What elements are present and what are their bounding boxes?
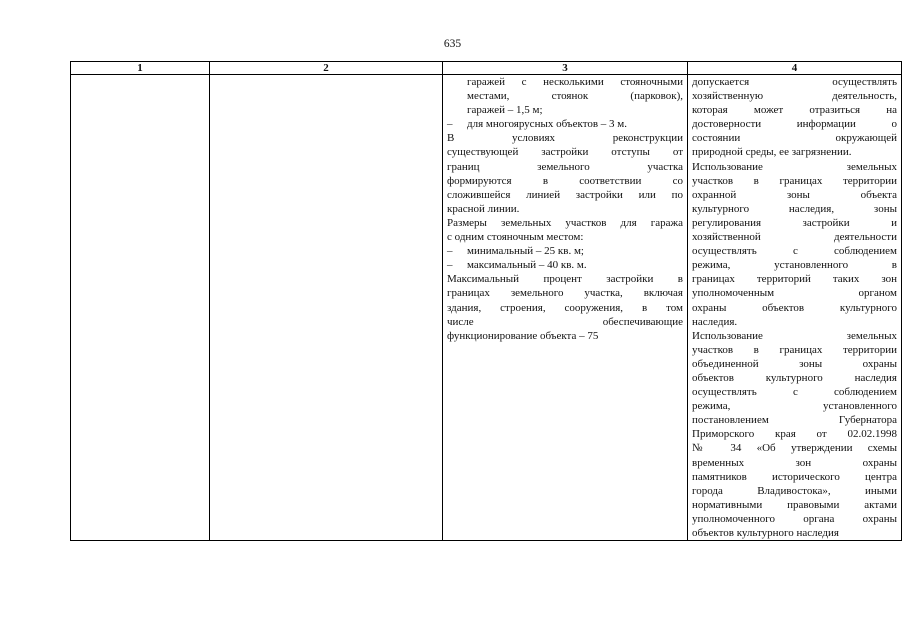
header-row — [71, 62, 902, 75]
header-col-3: 3 — [443, 62, 688, 75]
bullet-item — [447, 244, 683, 258]
bullet-item — [447, 258, 683, 272]
regulation-table — [70, 61, 902, 541]
text-line: Использование земельных — [692, 329, 897, 342]
text-line: Размеры земельных участков для гаража — [447, 216, 683, 229]
protection-zone-paragraph — [692, 160, 897, 329]
plot-size-paragraph — [447, 216, 683, 244]
text-line: хозяйственной деятельности — [692, 231, 897, 244]
text-line: города Владивостока», иными — [692, 484, 897, 497]
text-line: уполномоченным органом — [692, 287, 897, 300]
header-col-2: 2 — [210, 62, 443, 75]
text-line: режима, установленного в — [692, 259, 897, 272]
text-line: объектов культурного наследия — [692, 371, 897, 384]
cell-col-1 — [71, 75, 210, 541]
text-line: регулирования застройки и — [692, 216, 897, 229]
text-line: достоверности информации о — [692, 118, 897, 131]
text-line: нормативными правовыми актами — [692, 498, 897, 511]
text-line: памятников исторического центра — [692, 470, 897, 483]
text-line: функционирование объекта – 75 — [447, 329, 599, 342]
text-line: числе обеспечивающие — [447, 315, 683, 328]
cell-col-2 — [210, 75, 443, 541]
text-line: здания, строения, сооружения, в том — [447, 301, 683, 314]
text-line: хозяйственную деятельность, — [692, 90, 897, 103]
text-line: сложившейся линией застройки или по — [447, 188, 683, 201]
text-line: объектов культурного наследия — [692, 527, 839, 539]
text-line: существующей застройки отступы от — [447, 146, 683, 159]
text-line: состоянии окружающей — [692, 132, 897, 145]
text-line: постановлением Губернатора — [692, 414, 897, 427]
page-number: 635 — [443, 38, 462, 50]
text-line: охраны объектов культурного — [692, 301, 897, 314]
cell-col-4 — [688, 75, 902, 541]
dash-bullet-icon: – — [447, 118, 453, 131]
header-col-4: 4 — [688, 62, 902, 75]
coverage-paragraph — [447, 272, 683, 342]
reconstruction-paragraph — [447, 131, 683, 216]
header-col-1: 1 — [71, 62, 210, 75]
text-line: наследия. — [692, 315, 738, 328]
text-line: объединенной зоны охраны — [692, 357, 897, 370]
text-line: участков в границах территории — [692, 343, 897, 356]
table-row — [71, 75, 902, 541]
bullet-text: минимальный – 25 кв. м; — [467, 245, 584, 258]
text-line: № 34 «Об утверждении схемы — [692, 442, 897, 455]
text-line: Приморского края от 02.02.1998 — [692, 428, 897, 441]
bullet-text: для многоярусных объектов – 3 м. — [467, 118, 628, 131]
text-line: Использование земельных — [692, 160, 897, 173]
text-line: Максимальный процент застройки в — [447, 273, 683, 286]
text-line: которая может отразиться на — [692, 104, 897, 117]
text-line: режима, установленного — [692, 400, 897, 413]
text-line: временных зон охраны — [692, 456, 897, 469]
text-line: участков в границах территории — [692, 174, 897, 187]
text-line: уполномоченного органа охраны — [692, 512, 897, 525]
text-line: границах земельного участка, включая — [447, 287, 683, 300]
text-line: охранной зоны объекта — [692, 188, 897, 201]
bullet-text: максимальный – 40 кв. м. — [467, 259, 587, 272]
text-line: природной среды, ее загрязнении. — [692, 146, 852, 159]
text-line: гаражей с несколькими стояночными — [467, 76, 683, 88]
text-line: осуществлять с соблюдением — [692, 386, 897, 399]
text-line: гаражей – 1,5 м; — [467, 104, 543, 117]
text-line: культурного наследия, зоны — [692, 202, 897, 215]
text-line: допускается осуществлять — [692, 76, 897, 88]
text-line: В условиях реконструкции — [447, 132, 683, 145]
text-line: границ земельного участка — [447, 160, 683, 173]
setback-continuation — [447, 75, 683, 117]
dash-bullet-icon: – — [447, 259, 453, 272]
text-line: с одним стояночным местом: — [447, 231, 584, 244]
text-line: красной линии. — [447, 202, 520, 215]
dash-bullet-icon: – — [447, 245, 453, 258]
text-line: местами, стоянок (парковок), — [467, 90, 683, 103]
text-line: формируются в соответствии со — [447, 174, 683, 187]
text-line: осуществлять с соблюдением — [692, 245, 897, 258]
activity-paragraph — [692, 75, 897, 160]
united-zone-paragraph — [692, 329, 897, 540]
bullet-item — [447, 117, 683, 131]
text-line: границах территорий таких зон — [692, 273, 897, 286]
cell-col-3 — [443, 75, 688, 541]
